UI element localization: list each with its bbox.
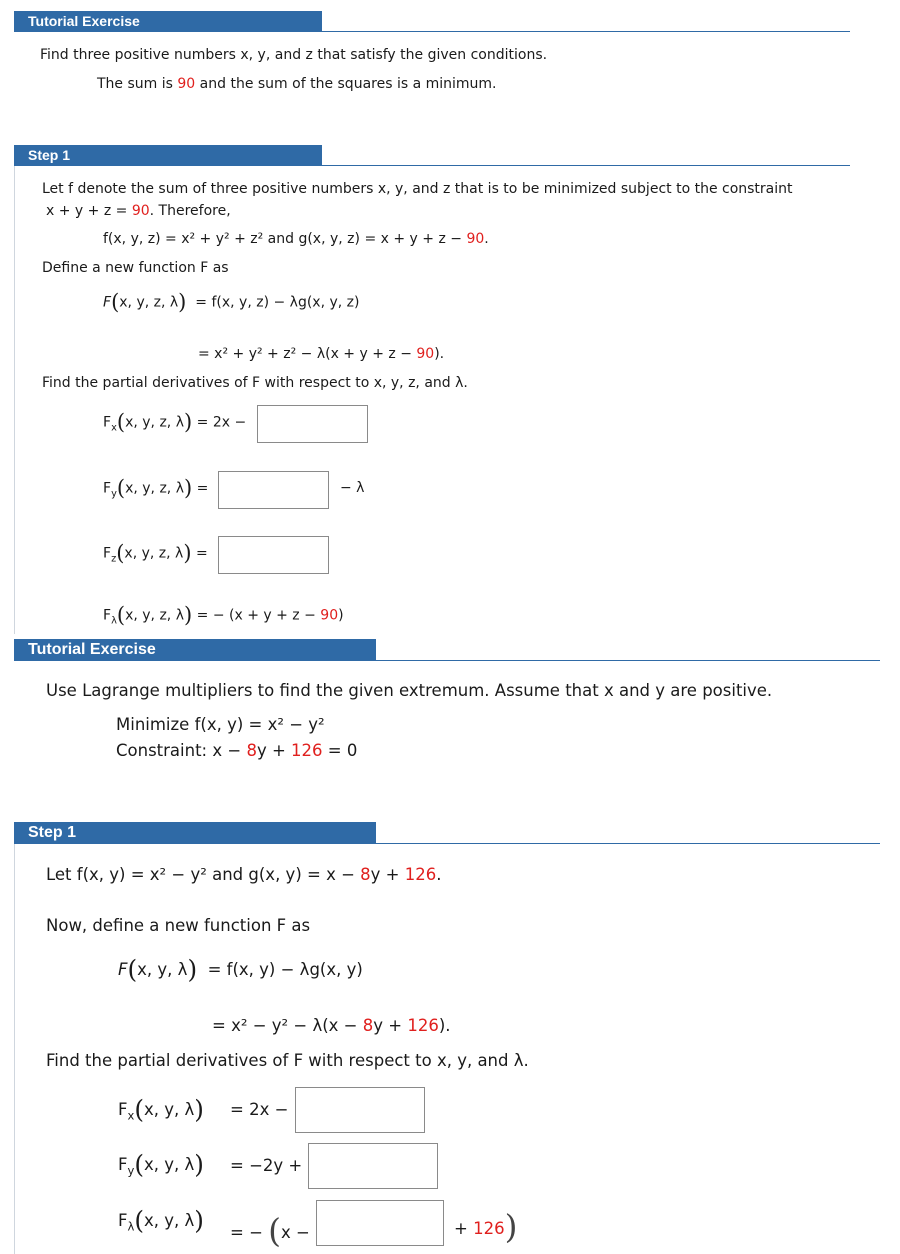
- F-definition-2: F(x, y, λ) = f(x, y) − λg(x, y): [118, 955, 363, 984]
- step-left-border-2: [14, 844, 15, 1254]
- Fy-rhs-2: = −2y +: [230, 1156, 303, 1175]
- Fx-rhs-2: = 2x −: [230, 1100, 289, 1119]
- header-rule-2: [14, 660, 880, 661]
- Fy-answer-input-1[interactable]: [218, 471, 329, 509]
- Flambda-tail-2: + 126): [454, 1207, 518, 1246]
- define-text-1: Define a new function F as: [42, 260, 229, 276]
- constraint-line-1: x + y + z = 90. Therefore,: [46, 203, 231, 219]
- Flambda-rhs-2: = − (x −: [230, 1211, 310, 1250]
- tutorial-header-2: Tutorial Exercise: [14, 639, 376, 661]
- Flambda-answer-input-2[interactable]: [316, 1200, 444, 1246]
- Fx-answer-input-2[interactable]: [295, 1087, 425, 1133]
- problem-text-1: Find three positive numbers x, y, and z that satisfy the given conditions.: [40, 47, 548, 63]
- Fx-answer-input-1[interactable]: [257, 405, 368, 443]
- step-header-2: Step 1: [14, 822, 376, 844]
- step-header-1: Step 1: [14, 145, 322, 166]
- Fz-answer-input-1[interactable]: [218, 536, 329, 574]
- minimize-text: Minimize f(x, y) = x² − y²: [116, 715, 325, 734]
- Flambda-line-1: $F_\lambda(x$, y, z, λ) = − (x + y + z − 90): [103, 603, 344, 627]
- Flambda-label-2: $F_\lambda(x$, y, λ): [118, 1206, 204, 1235]
- problem-text-2: Use Lagrange multipliers to find the given extremum. Assume that x and y are positive.: [46, 681, 773, 700]
- F-expanded-1: = x² + y² + z² − λ(x + y + z − 90).: [198, 346, 445, 362]
- step-left-border-1: [14, 166, 15, 634]
- Fz-label-1: $F_z(x$, y, z, λ) =: [103, 541, 208, 565]
- step-rule-2: [14, 843, 880, 844]
- partials-text-2: Find the partial derivatives of F with respect to x, y, and λ.: [46, 1051, 529, 1070]
- let-text-2: Let f(x, y) = x² − y² and g(x, y) = x − 8y + 126.: [46, 865, 442, 884]
- Fy-tail-1: − λ: [340, 480, 365, 496]
- define-text-2: Now, define a new function F as: [46, 916, 311, 935]
- partials-text-1: Find the partial derivatives of F with respect to x, y, z, and λ.: [42, 375, 468, 391]
- Fy-label-2: $F_y(x$, y, λ): [118, 1150, 204, 1179]
- Fx-label-2: $F_x(x$, y, λ): [118, 1095, 204, 1124]
- Fy-answer-input-2[interactable]: [308, 1143, 438, 1189]
- header-rule-1: [14, 31, 850, 32]
- F-expanded-2: = x² − y² − λ(x − 8y + 126).: [212, 1016, 451, 1035]
- Fy-label-1: $F_y(x$, y, z, λ) =: [103, 476, 209, 500]
- tutorial-header-1: Tutorial Exercise: [14, 11, 322, 32]
- constraint-text-2: Constraint: x − 8y + 126 = 0: [116, 741, 358, 760]
- Fx-label-1: $F_x(x$, y, z, λ) = 2x −: [103, 410, 247, 434]
- step-rule-1: [14, 165, 850, 166]
- fg-definition-1: f(x, y, z) = x² + y² + z² and g(x, y, z) = x + y + z − 90.: [103, 231, 489, 247]
- let-text-1: Let f denote the sum of three positive numbers x, y, and z that is to be minimized subject to the constraint: [42, 181, 793, 197]
- conditions-text: The sum is 90 and the sum of the squares is a minimum.: [97, 76, 497, 92]
- F-definition-1: F(x, y, z, λ) = f(x, y, z) − λg(x, y, z): [103, 290, 360, 314]
